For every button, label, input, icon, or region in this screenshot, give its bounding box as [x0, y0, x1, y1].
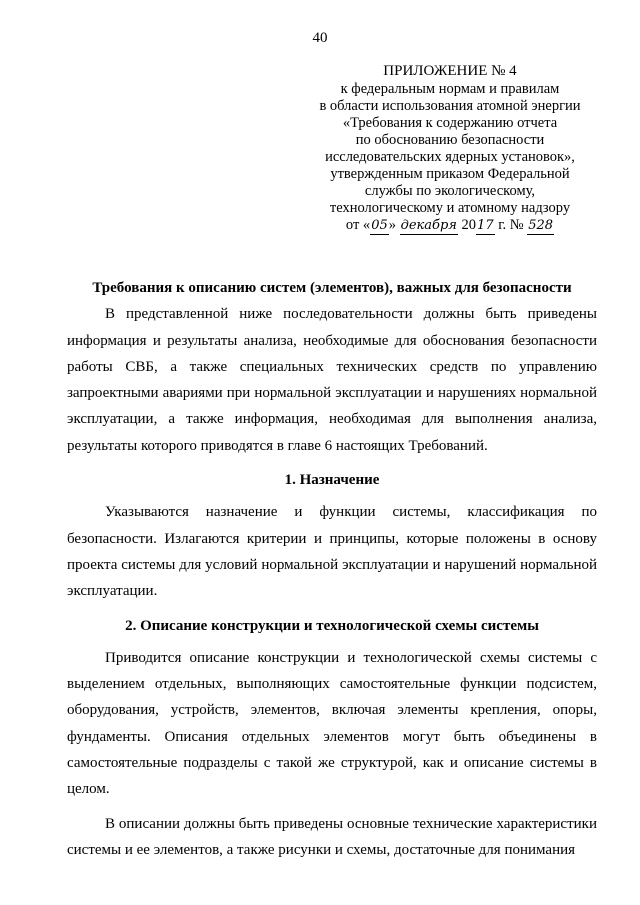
order-date-line — [290, 217, 610, 235]
appendix-line: утвержденным приказом Федеральной — [330, 166, 570, 182]
appendix-line: исследовательских ядерных установок», — [325, 149, 575, 165]
date-year-prefix: 20 — [457, 217, 477, 233]
appendix-line: к федеральным нормам и правилам — [340, 81, 560, 97]
date-prefix: от « — [345, 217, 371, 233]
date-month-handwritten: декабря — [400, 218, 457, 233]
appendix-title: ПРИЛОЖЕНИЕ № 4 — [383, 63, 517, 79]
date-number-label: г. № — [494, 217, 528, 233]
order-number-handwritten: 528 — [528, 218, 554, 233]
appendix-line: технологическому и атомному надзору — [329, 200, 571, 216]
document-body — [67, 275, 597, 863]
section-1-heading: 1. Назначение — [284, 472, 380, 489]
appendix-header — [290, 63, 610, 235]
appendix-line: «Требования к содержанию отчета — [342, 115, 558, 131]
appendix-line: службы по экологическому, — [364, 183, 536, 199]
section-2-paragraph-2: В описании должны быть приведены основные технические характеристики системы и ее элементов, а также рисунки и схемы, достаточные для понимания — [67, 815, 597, 858]
section-1-paragraph: Указываются назначение и функции системы, классификация по безопасности. Излагаются критерии и принципы, которые положены в основу проекта системы для условий нормальной эксплуатации и нарушений нормальной эксплуатации. — [67, 504, 597, 600]
appendix-line: по обоснованию безопасности — [355, 132, 545, 148]
date-mid: » — [388, 217, 400, 233]
page-number: 40 — [312, 30, 328, 46]
intro-paragraph: В представленной ниже последовательности должны быть приведены информация и результаты анализа, необходимые для обоснования безопасности работы СВБ, а также специальных технических средств по управлению запроектными авариями при нормальной эксплуатации и нарушениях нормальной эксплуатации, а также информация, необходимая для выполнения анализа, результаты которого приводятся в главе 6 настоящих Требований. — [67, 306, 597, 454]
main-title: Требования к описанию систем (элементов), важных для безопасности — [92, 280, 572, 296]
date-year-handwritten: 17 — [477, 218, 494, 233]
date-day-handwritten: 05 — [371, 218, 388, 233]
section-2-paragraph-1: Приводится описание конструкции и технологической схемы системы с выделением отдельных, выполняющих самостоятельные функции подсистем, оборудования, устройств, элементов, включая элементы крепления, опоры, фундаменты. Описания отдельных элементов могут быть объединены в самостоятельные подразделы с такой же структурой, как и описание системы в целом. — [67, 649, 597, 798]
section-2-heading: 2. Описание конструкции и технологической схемы системы — [125, 617, 539, 634]
appendix-line: в области использования атомной энергии — [319, 98, 581, 114]
